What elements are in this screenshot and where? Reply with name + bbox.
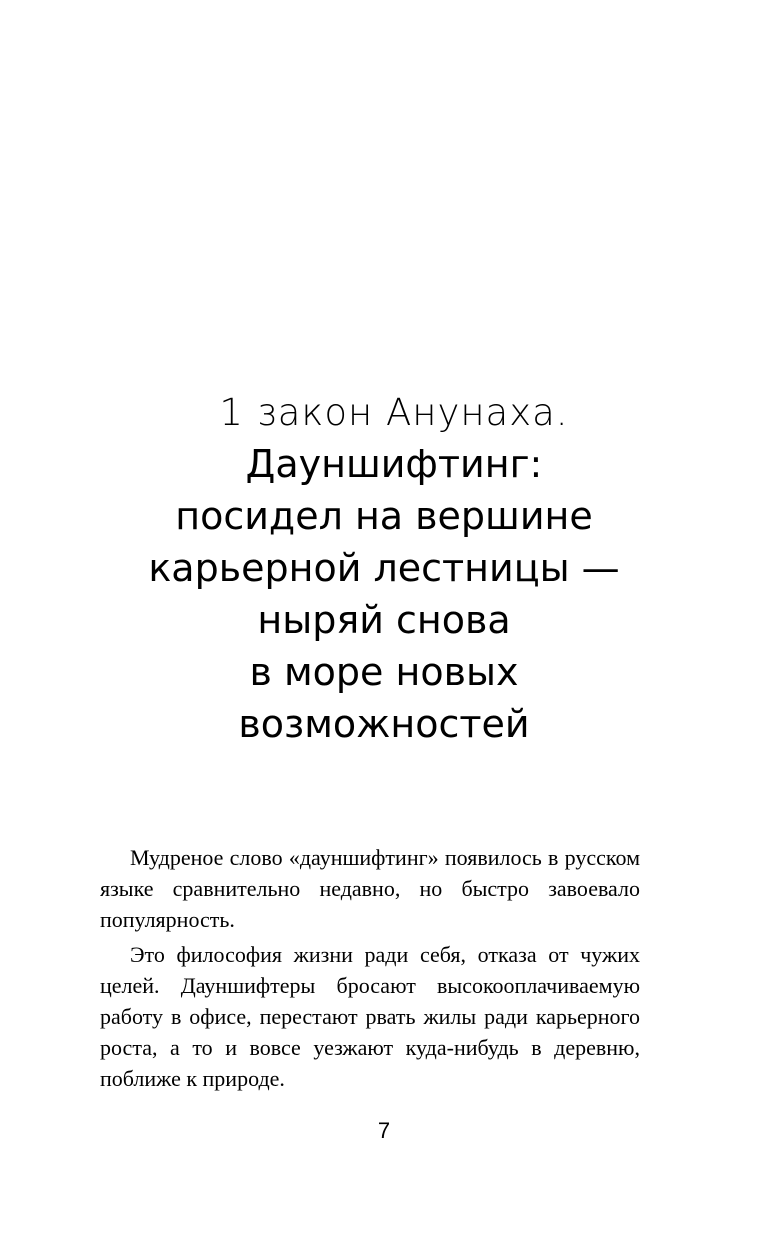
chapter-heading [60,388,708,750]
chapter-title-line: карьерной лестницы — [148,546,620,590]
chapter-title-line: Дауншифтинг: [245,442,543,486]
chapter-title-line: ныряй снова [257,598,511,642]
chapter-title-line: возможностей [238,702,530,746]
page-number: 7 [377,1118,391,1143]
body-paragraph: Это философия жизни ради себя, отказа от чужих целей. Дауншифтеры бросают высокооплачиваемую работу в офисе, перестают рвать жилы ради карьерного роста, а то и вовсе уезжают куда-нибудь в деревню, поближе к природе. [100,942,640,1091]
body-paragraph: Мудреное слово «дауншифтинг» появилось в русском языке сравнительно недавно, но быстро завоевало популярность. [100,845,640,932]
chapter-number: 1 закон Анунаха. [219,391,569,434]
body-text [100,842,640,1098]
chapter-title-line: в море новых [249,650,519,694]
chapter-title-line: посидел на вершине [175,494,593,538]
